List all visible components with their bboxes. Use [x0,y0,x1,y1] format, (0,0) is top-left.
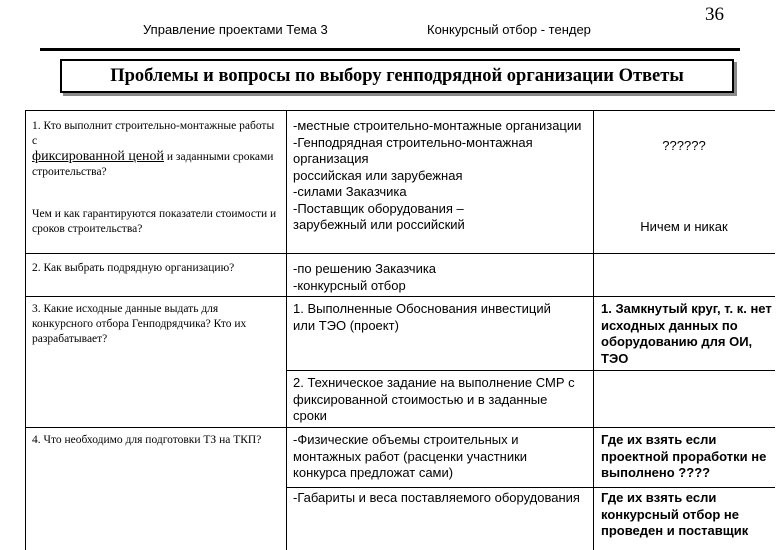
response-4-1: Где их взять если проектной проработки не выполнено ???? [601,432,767,480]
answer-1-line: -Поставщик оборудования – [293,200,464,216]
answer-3-2: 2. Техническое задание на выполнение СМР с фиксированной стоимостью и в заданные сроки [293,375,575,423]
question-1-fixed-price: фиксированной ценой [32,149,165,164]
row-divider-1 [25,253,775,254]
row-divider-4 [25,427,775,428]
response-1-nothing: Ничем и никак [640,219,728,234]
response-3-1: 1. Замкнутый круг, т. к. нет исходных данных по оборудованию для ОИ, ТЭО [601,301,772,366]
page-number: 36 [705,4,724,25]
slide-title: Проблемы и вопросы по выбору генподрядной организации Ответы [60,59,734,93]
question-1-part2: и заданными сроками строительства? [32,151,274,178]
question-2: 2. Как выбрать подрядную организацию? [32,262,235,274]
answer-1-line: зарубежный или российский [293,217,465,232]
question-4: 4. Что необходимо для подготовки ТЗ на ТКП? [32,434,262,446]
response-1-unknown: ?????? [662,138,706,153]
header-divider [40,48,740,51]
answer-2-line: -конкурсный отбор [293,277,406,293]
row-divider-5 [286,487,775,488]
answers-table [25,110,775,550]
question-1-part1: 1. Кто выполнит строительно-монтажные работы с [32,120,275,147]
answer-2 [293,261,591,294]
answer-1-line: -Генподрядная строительно-монтажная организация [293,134,533,166]
row-divider-2 [25,296,775,297]
answer-1-line: -местные строительно-монтажные организации [293,118,582,133]
answer-1-line: российская или зарубежная [293,167,463,183]
question-3: 3. Какие исходные данные выдать для конкурсного отбора Генподрядчика? Кто их разрабатывает? [32,303,247,345]
answer-1 [293,118,591,234]
answer-2-line: -по решению Заказчика [293,261,437,276]
question-1 [32,119,282,180]
answer-4-1: -Физические объемы строительных и монтажных работ (расценки участники конкурса предложат сами) [293,432,528,480]
table-border-left [25,110,26,550]
column-divider-2 [593,110,594,550]
answer-3-1: 1. Выполненные Обоснования инвестиций или ТЭО (проект) [293,301,551,333]
response-4-2: Где их взять если конкурсный отбор не проведен и поставщик [601,490,749,538]
header-course-title: Управление проектами Тема 3 [143,22,328,37]
answer-1-line: -силами Заказчика [293,184,407,199]
header-topic: Конкурсный отбор - тендер [427,22,591,37]
row-divider-3 [286,370,775,371]
question-1-guarantee: Чем и как гарантируются показатели стоимости и сроков строительства? [32,208,277,235]
column-divider-1 [286,110,287,550]
answer-4-2: -Габариты и веса поставляемого оборудования [293,490,580,505]
table-border-top [25,110,775,111]
